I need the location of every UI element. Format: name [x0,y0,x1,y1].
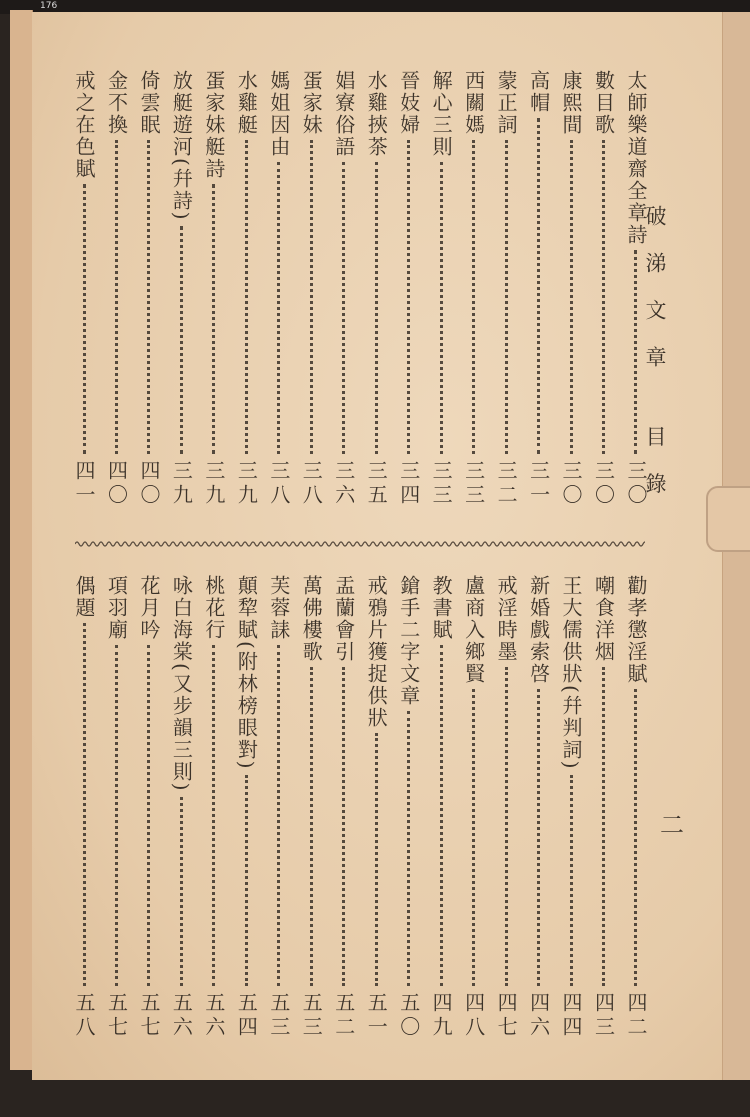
toc-entry-page: 三二 [494,460,519,508]
toc-entry-page: 四〇 [104,460,129,508]
dot-leader [245,140,248,454]
toc-entry-title: 放艇遊河(幷詩) [169,70,194,222]
dot-leader [570,775,573,986]
dot-leader [375,162,378,454]
dot-leader [115,645,118,986]
toc-entry [135,575,163,1040]
dot-leader [147,645,150,986]
page-title: 破涕文章 目錄 [643,205,667,520]
toc-entry-page: 三八 [266,460,291,508]
scan-bottom-border [0,1080,750,1117]
dot-leader [537,118,540,454]
toc-entry [525,575,553,1040]
dot-leader [147,140,150,454]
dot-leader [634,689,637,986]
toc-entry [427,575,455,1040]
toc-entry-title: 娼寮俗語 [331,70,356,158]
toc-entry-title: 鎗手二字文章 [396,575,421,707]
book-spine [10,10,33,1070]
toc-entry-title: 萬佛樓歌 [299,575,324,663]
toc-entry [200,70,228,508]
toc-entry-title: 蛋家妹艇詩 [201,70,226,180]
dot-leader [342,162,345,454]
toc-entry-page: 三八 [299,460,324,508]
toc-entry-title: 康熙間 [559,70,584,136]
toc-entry-page: 五七 [104,992,129,1040]
toc-entry-page: 五八 [72,992,96,1040]
toc-entry-page: 三四 [396,460,421,508]
toc-entry [167,575,195,1040]
toc-entry [427,70,455,508]
toc-entry-title: 戒淫時墨 [494,575,519,663]
toc-entry-page: 四九 [429,992,454,1040]
toc-bottom-section [70,575,650,1040]
dot-leader [277,645,280,986]
scan-corner-label: 176 [40,1,58,11]
toc-entry [557,70,585,508]
toc-entry-title: 水雞挾茶 [364,70,389,158]
toc-entry-page: 四七 [494,992,519,1040]
toc-entry [232,575,260,1040]
toc-entry [395,70,423,508]
toc-entry-page: 五一 [364,992,389,1040]
toc-entry-page: 五〇 [396,992,421,1040]
toc-entry-page: 三〇 [559,460,584,508]
toc-entry-title: 盂蘭會引 [331,575,356,663]
toc-entry [590,575,618,1040]
toc-entry-title: 花月吟 [136,575,161,641]
toc-entry-title: 戒鴉片獲捉供狀 [364,575,389,729]
toc-entry-page: 三九 [169,460,194,508]
toc-entry-page: 三一 [526,460,551,508]
dot-leader [440,645,443,986]
toc-entry-title: 數目歌 [591,70,616,136]
toc-entry [622,575,650,1040]
toc-entry [232,70,260,508]
dot-leader [570,140,573,454]
toc-entry [265,575,293,1040]
dot-leader [310,667,313,986]
toc-entry-title: 晉妓婦 [396,70,421,136]
dot-leader [180,226,183,454]
toc-entry [362,70,390,508]
toc-entry [70,575,98,1040]
page-number: 二 [660,811,684,839]
toc-entry [622,70,650,508]
dot-leader [342,667,345,986]
toc-entry-title: 勸孝懲淫賦 [623,575,648,685]
dot-leader [310,140,313,454]
dot-leader [472,140,475,454]
toc-entry [200,575,228,1040]
toc-entry [102,575,130,1040]
toc-entry [102,70,130,508]
toc-entry-title: 王大儒供狀(幷判詞) [559,575,584,771]
toc-entry-page: 四二 [623,992,648,1040]
toc-entry [395,575,423,1040]
dot-leader [115,140,118,454]
toc-entry [330,575,358,1040]
toc-top-section [70,70,650,508]
toc-entry-title: 高帽 [526,70,551,114]
toc-entry-title: 教書賦 [429,575,454,641]
toc-entry-title: 顛犂賦(附林榜眼對) [234,575,259,771]
dot-leader [472,689,475,986]
dot-leader [537,689,540,986]
toc-entry [492,70,520,508]
toc-entry-title: 桃花行 [201,575,226,641]
dot-leader [212,184,215,454]
toc-entry-title: 水雞艇 [234,70,259,136]
toc-entry [492,575,520,1040]
dot-leader [180,797,183,986]
toc-entry-title: 盧商入鄉賢 [461,575,486,685]
dot-leader [407,711,410,986]
toc-entry-title: 嘲食洋烟 [591,575,616,663]
dot-leader [407,140,410,454]
toc-entry-title: 項羽廟 [104,575,129,641]
dot-leader [212,645,215,986]
toc-entry [135,70,163,508]
dot-leader [375,733,378,986]
toc-entry-page: 五七 [136,992,161,1040]
toc-entry-page: 五二 [331,992,356,1040]
dot-leader [277,162,280,454]
dot-leader [440,162,443,454]
dot-leader [602,667,605,986]
toc-entry-page: 三三 [461,460,486,508]
toc-entry [362,575,390,1040]
wavy-divider [75,538,645,550]
dot-leader [245,775,248,986]
toc-entry [297,575,325,1040]
toc-entry-title: 芙蓉誄 [266,575,291,641]
toc-entry-title: 蛋家妹 [299,70,324,136]
dot-leader [505,667,508,986]
toc-entry [167,70,195,508]
toc-entry-page: 四六 [526,992,551,1040]
toc-entry-page: 四一 [72,460,96,508]
toc-entry-page: 三〇 [591,460,616,508]
toc-entry-page: 三〇 [623,460,648,508]
toc-entry-title: 倚雲眠 [136,70,161,136]
dot-leader [602,140,605,454]
toc-entry-title: 太師樂道齋全章詩 [623,70,648,246]
dot-leader [83,184,86,454]
toc-entry-page: 五四 [234,992,259,1040]
toc-entry-title: 蒙正詞 [494,70,519,136]
toc-entry-page: 三五 [364,460,389,508]
toc-entry-title: 解心三則 [429,70,454,158]
toc-entry [265,70,293,508]
toc-entry [525,70,553,508]
toc-entry-title: 咏白海棠(又步韻三則) [169,575,194,793]
toc-entry-page: 三九 [201,460,226,508]
toc-entry-title: 西關媽 [461,70,486,136]
dot-leader [83,623,86,986]
toc-entry-page: 四八 [461,992,486,1040]
toc-entry-title: 新婚戲索啓 [526,575,551,685]
dot-leader [634,250,637,454]
toc-entry-page: 五六 [201,992,226,1040]
toc-entry-page: 三九 [234,460,259,508]
toc-entry [330,70,358,508]
toc-entry-page: 四〇 [136,460,161,508]
page-tab [706,486,750,552]
toc-entry-page: 三三 [429,460,454,508]
toc-entry-title: 偶題 [72,575,96,619]
dot-leader [505,140,508,454]
toc-entry [460,70,488,508]
toc-entry [590,70,618,508]
toc-entry-title: 戒之在色賦 [72,70,96,180]
toc-entry-title: 金不換 [104,70,129,136]
toc-entry-title: 媽姐因由 [266,70,291,158]
toc-entry-page: 四四 [559,992,584,1040]
toc-entry-page: 四三 [591,992,616,1040]
toc-entry-page: 三六 [331,460,356,508]
toc-entry-page: 五三 [266,992,291,1040]
toc-entry [557,575,585,1040]
toc-entry [70,70,98,508]
toc-entry-page: 五六 [169,992,194,1040]
toc-entry [460,575,488,1040]
toc-entry [297,70,325,508]
toc-entry-page: 五三 [299,992,324,1040]
